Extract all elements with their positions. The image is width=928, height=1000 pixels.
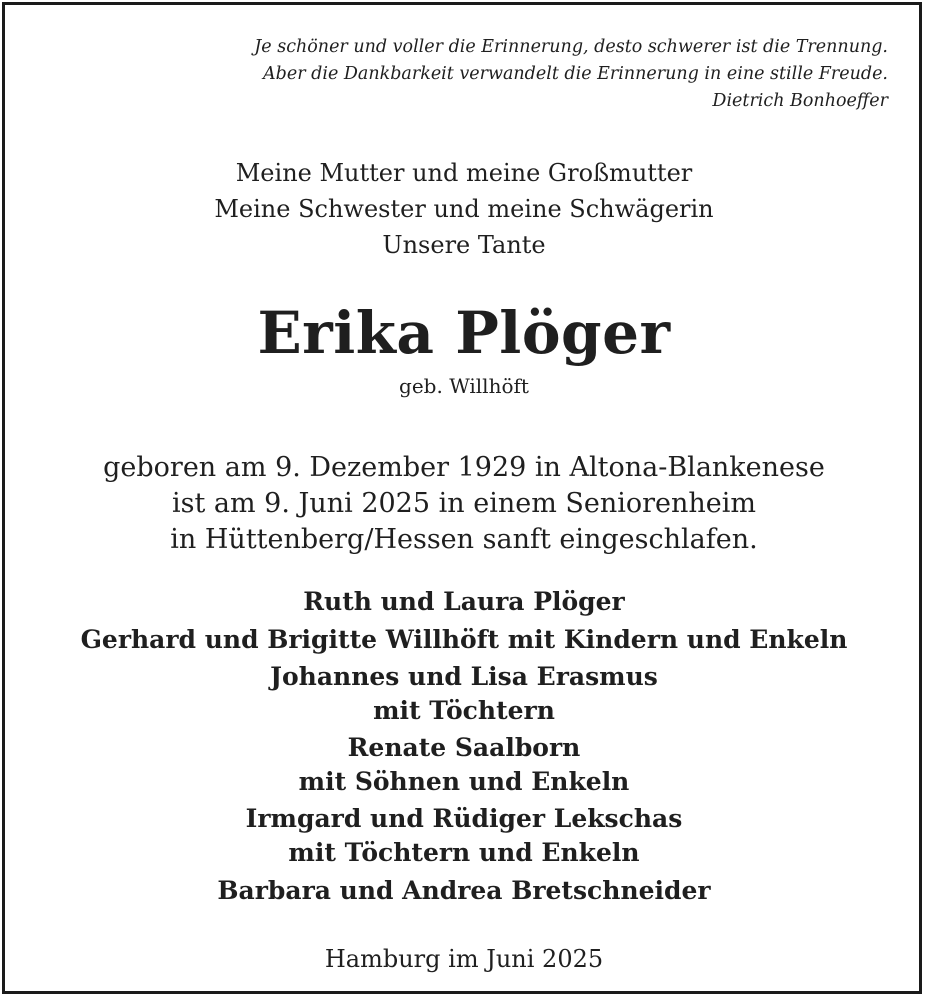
mourner-line-9: Barbara und Andrea Bretschneider xyxy=(217,876,711,905)
quote-line-2: Aber die Dankbarkeit verwandelt die Erinnerung in eine stille Freude. xyxy=(263,64,888,84)
epigraph-quote xyxy=(68,34,888,115)
deceased-name: Erika Plöger xyxy=(257,299,671,367)
mourner-line-4: mit Töchtern xyxy=(373,696,555,725)
mourner-line-2: Gerhard und Brigitte Willhöft mit Kindern und Enkeln xyxy=(80,625,848,654)
place-and-date: Hamburg im Juni 2025 xyxy=(324,945,604,973)
mourner-line-6: mit Söhnen und Enkeln xyxy=(298,767,630,796)
mourner-line-3: Johannes und Lisa Erasmus xyxy=(270,662,658,691)
mourner-line-7: Irmgard und Rüdiger Lekschas xyxy=(245,804,683,833)
intro-line-3: Unsere Tante xyxy=(382,231,546,259)
quote-line-1: Je schöner und voller die Erinnerung, desto schwerer ist die Trennung. xyxy=(254,37,888,57)
intro-line-2: Meine Schwester und meine Schwägerin xyxy=(214,195,714,223)
quote-author: Dietrich Bonhoeffer xyxy=(712,91,888,111)
mourners-list xyxy=(0,584,928,908)
mourner-line-8: mit Töchtern und Enkeln xyxy=(288,838,640,867)
life-line-3: in Hüttenberg/Hessen sanft eingeschlafen. xyxy=(170,524,758,555)
intro-line-1: Meine Mutter und meine Großmutter xyxy=(235,159,693,187)
mourner-line-1: Ruth und Laura Plöger xyxy=(303,587,625,616)
life-line-2: ist am 9. Juni 2025 in einem Seniorenheim xyxy=(171,488,757,519)
birth-name: geb. Willhöft xyxy=(399,374,529,398)
relationship-intro xyxy=(0,155,928,263)
life-dates xyxy=(0,450,928,558)
mourner-line-5: Renate Saalborn xyxy=(347,733,581,762)
life-line-1: geboren am 9. Dezember 1929 in Altona-Blankenese xyxy=(103,452,825,483)
